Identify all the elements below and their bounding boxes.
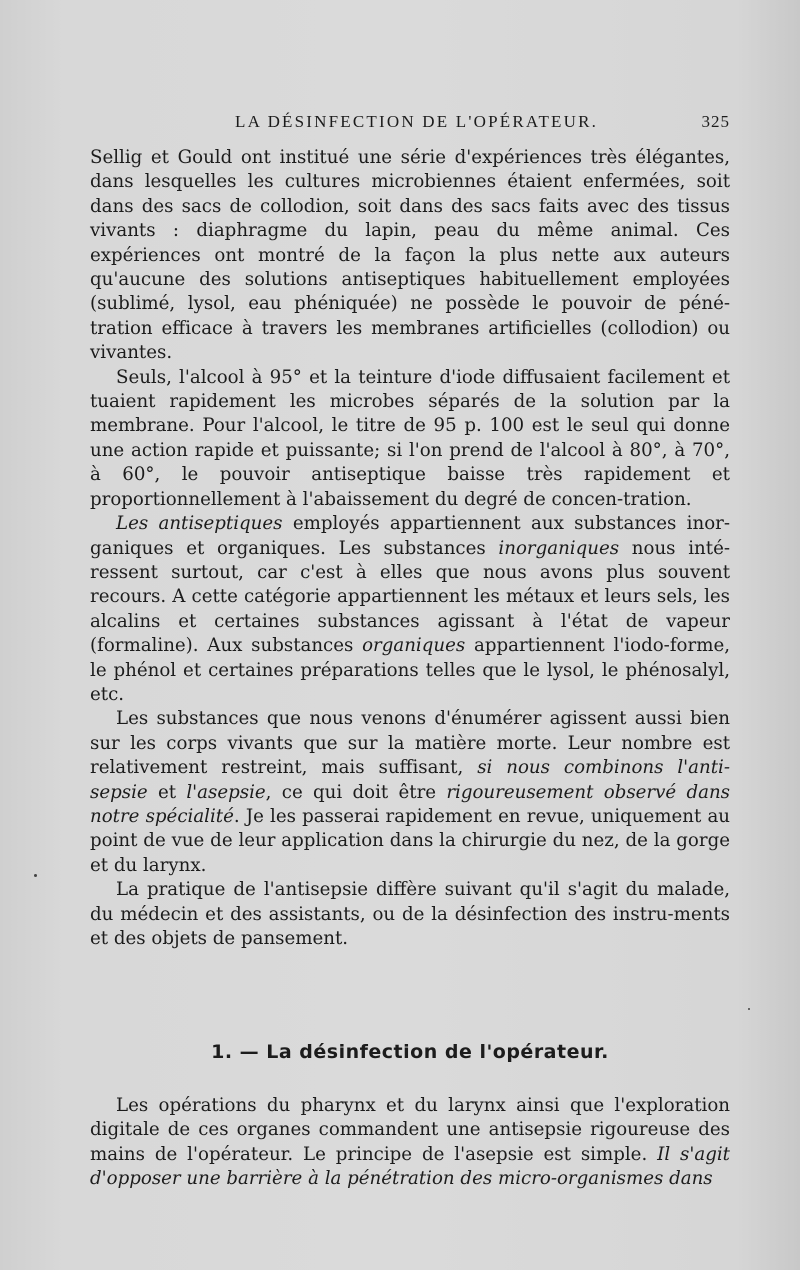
- text-run: Les opérations du pharynx et du larynx ainsi que l'exploration digitale de ces organes commandent une antisepsie rigoureuse des mains de l'opérateur. Le principe de l'asepsie est simple.: [90, 1095, 730, 1165]
- text-run: , ce qui doit être: [265, 781, 447, 803]
- italic-text: Les antiseptiques: [116, 513, 283, 535]
- section-body: [90, 1094, 730, 1192]
- scan-speck: [748, 1008, 750, 1010]
- italic-text: Il s'agit d'opposer une barrière à la pénétration des micro-organismes dans: [90, 1143, 730, 1190]
- text-run: Seuls, l'alcool à 95° et la teinture d'iode diffusaient facilement et tuaient rapidement les microbes séparés de la solution par la membrane. Pour l'alcool, le titre de 95 p. 100 est le seul qui donne une action rapide et puissante; si l'on prend de l'alcool à 80°, à 70°, à 60°, le pouvoir antiseptique baisse très rapidement et proportionnellement à l'abaissement du degré de concen-tration.: [90, 366, 730, 510]
- paragraph: [90, 878, 730, 951]
- text-run: Sellig et Gould ont institué une série d'expériences très élégantes, dans lesquelles les cultures microbiennes étaient enfermées, soit dans des sacs de collodion, soit dans des sacs faits avec des tissus vivants : diaphragme du lapin, peau du même animal. Ces expériences ont montré de la façon la plus nette aux auteurs qu'aucune des solutions antiseptiques habituellement employées (sublimé, lysol, eau phéniquée) ne possède le pouvoir de péné-tration efficace à travers les membranes artificielles (collodion) ou vivantes.: [90, 147, 730, 364]
- paragraph: [90, 366, 730, 512]
- text-run: La pratique de l'antisepsie diffère suivant qu'il s'agit du malade, du médecin et des assistants, ou de la désinfection des instru-ments et des objets de pansement.: [90, 879, 730, 949]
- text-run: appartiennent l'iodo-forme, le phénol et certaines préparations telles que le lysol, le phénosalyl, etc.: [90, 635, 730, 705]
- italic-text: rigoureusement observé dans notre spécialité: [90, 781, 730, 827]
- text-run: Les substances que nous venons d'énumérer agissent aussi bien sur les corps vivants que sur la matière morte. Leur nombre est relativement restreint, mais suffisant,: [90, 708, 730, 779]
- body-text: [90, 146, 730, 951]
- paragraph: [90, 512, 730, 707]
- paragraph: [90, 707, 730, 878]
- italic-text: organiques: [362, 635, 466, 657]
- italic-text: si nous combinons l'anti-sepsie: [90, 757, 731, 803]
- text-run: nous inté-ressent surtout, car c'est à elles que nous avons plus souvent recours. A cette catégorie appartiennent les métaux et leurs sels, les alcalins et certaines substances agissant à l'état de vapeur (formaline). Aux substances: [90, 537, 730, 657]
- section-heading: 1. — La désinfection de l'opérateur.: [211, 1041, 609, 1063]
- page-number: 325: [701, 112, 730, 131]
- text-run: . Je les passerai rapidement en revue, uniquement au point de vue de leur application dans la chirurgie du nez, de la gorge et du larynx.: [90, 805, 730, 876]
- italic-text: inorganiques: [498, 537, 620, 559]
- section-paragraph: [90, 1094, 730, 1192]
- paragraph: [90, 146, 730, 366]
- running-head-title: LA DÉSINFECTION DE L'OPÉRATEUR.: [235, 112, 599, 131]
- italic-text: l'asepsie: [186, 781, 266, 803]
- text-run: employés appartiennent aux substances inor-ganiques et organiques. Les substances: [90, 513, 730, 559]
- scan-speck: [34, 874, 37, 877]
- text-run: et: [147, 781, 187, 803]
- running-head: [90, 112, 730, 140]
